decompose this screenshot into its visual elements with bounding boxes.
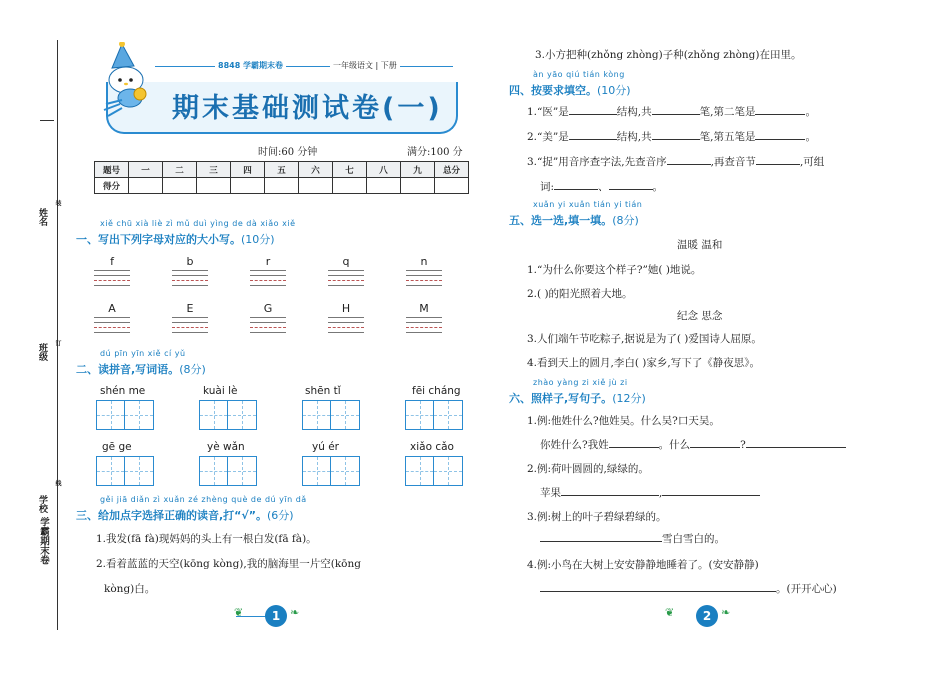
writing-lines[interactable] bbox=[172, 317, 208, 337]
s6-q4-answer: 。(开开心心) bbox=[540, 581, 837, 596]
tianzige-box[interactable] bbox=[405, 456, 463, 486]
score-input-cell[interactable] bbox=[265, 178, 299, 194]
score-input-cell[interactable] bbox=[367, 178, 401, 194]
tianzige-box[interactable] bbox=[96, 400, 154, 430]
header-strip bbox=[155, 66, 453, 67]
score-table bbox=[94, 161, 469, 194]
answer-blank[interactable] bbox=[569, 104, 617, 115]
s2-pinyin: dú pīn yīn xiě cí yǔ bbox=[100, 349, 186, 358]
pinyin-word: kuài lè bbox=[203, 385, 238, 397]
pinyin-word: shēn tǐ bbox=[305, 385, 341, 397]
brand-vertical-label: 学霸期末卷 bbox=[38, 517, 49, 565]
writing-lines[interactable] bbox=[406, 270, 442, 290]
s2-title: 二、读拼音,写词语。(8分) bbox=[76, 363, 206, 376]
letter-lower: b bbox=[186, 255, 194, 268]
s3-pinyin: gěi jiā diǎn zì xuǎn zé zhèng què de dú yīn dǎ bbox=[100, 495, 307, 504]
writing-lines[interactable] bbox=[406, 317, 442, 337]
score-input-cell[interactable] bbox=[435, 178, 469, 194]
score-cell: 得分 bbox=[95, 178, 129, 194]
answer-blank[interactable] bbox=[667, 154, 711, 165]
writing-lines[interactable] bbox=[250, 317, 286, 337]
cut-mark-3: 线 bbox=[54, 480, 61, 486]
score-input-cell[interactable] bbox=[299, 178, 333, 194]
s4-q3: 3.“捉”用音序查字法,先查音序 ,再查音节 ,可组 bbox=[527, 156, 825, 168]
s6-title: 六、照样子,写句子。(12分) bbox=[509, 392, 646, 405]
score-cell: 八 bbox=[367, 162, 401, 178]
answer-blank[interactable] bbox=[569, 129, 617, 140]
score-input-cell[interactable] bbox=[401, 178, 435, 194]
s6-q2-answer: 苹果 , bbox=[540, 485, 760, 500]
s4-q1: 1.“医”是 结构,共 笔,第二笔是 。 bbox=[527, 106, 816, 118]
score-cell: 题号 bbox=[95, 162, 129, 178]
s6-q1-answer: 你姓什么?我姓 。什么 ? bbox=[540, 437, 846, 452]
writing-lines[interactable] bbox=[94, 317, 130, 337]
vine-icon: ❧ bbox=[290, 606, 300, 619]
s3-q3: 3.小方把种(zhǒng zhòng)子种(zhǒng zhòng)在田里。 bbox=[535, 49, 802, 61]
score-cell: 二 bbox=[163, 162, 197, 178]
mascot-icon bbox=[100, 42, 162, 124]
letter-upper: G bbox=[263, 302, 273, 315]
s6-q2: 2.例:荷叶圆圆的,绿绿的。 bbox=[527, 463, 649, 475]
tianzige-box[interactable] bbox=[405, 400, 463, 430]
answer-blank[interactable] bbox=[652, 104, 700, 115]
writing-lines[interactable] bbox=[328, 270, 364, 290]
s5-pinyin: xuǎn yi xuǎn tián yi tián bbox=[533, 200, 643, 209]
answer-blank[interactable] bbox=[540, 531, 662, 542]
score-cell: 五 bbox=[265, 162, 299, 178]
score-table-score-row bbox=[95, 178, 469, 194]
pinyin-word: xiǎo cǎo bbox=[410, 441, 454, 453]
score-table-header-row bbox=[95, 162, 469, 178]
name-underline bbox=[40, 120, 54, 121]
letter-lower: n bbox=[420, 255, 428, 268]
pinyin-word: yè wǎn bbox=[207, 441, 245, 453]
score-input-cell[interactable] bbox=[197, 178, 231, 194]
letter-upper: M bbox=[419, 302, 429, 315]
vine-icon: ❧ bbox=[721, 606, 731, 619]
binding-line bbox=[57, 40, 58, 630]
s1-title: 一、写出下列字母对应的大小写。(10分) bbox=[76, 233, 275, 246]
s6-q1: 1.例:他姓什么?他姓吴。什么吴?口天吴。 bbox=[527, 415, 720, 427]
pinyin-word: fēi cháng bbox=[412, 385, 461, 397]
letter-lower: f bbox=[110, 255, 114, 268]
time-label: 时间:60 分钟 bbox=[258, 147, 318, 158]
s3-q2: 2.看着蓝蓝的天空(kōng kòng),我的脑海里一片空(kōng bbox=[96, 558, 361, 570]
s6-q3: 3.例:树上的叶子碧绿碧绿的。 bbox=[527, 511, 667, 523]
s3-q2-cont: kòng)白。 bbox=[104, 583, 156, 595]
answer-blank[interactable] bbox=[609, 179, 653, 190]
letter-lower: r bbox=[265, 255, 271, 268]
answer-blank[interactable] bbox=[756, 154, 800, 165]
tianzige-box[interactable] bbox=[199, 456, 257, 486]
word-pair: 纪念 思念 bbox=[677, 310, 723, 322]
letter-upper: E bbox=[186, 302, 194, 315]
writing-lines[interactable] bbox=[172, 270, 208, 290]
pinyin-word: gē ge bbox=[102, 441, 132, 453]
tianzige-box[interactable] bbox=[96, 456, 154, 486]
s4-title: 四、按要求填空。(10分) bbox=[509, 84, 631, 97]
score-input-cell[interactable] bbox=[231, 178, 265, 194]
page-title: 期末基础测试卷(一) bbox=[172, 93, 443, 124]
s6-q4: 4.例:小鸟在大树上安安静静地睡着了。(安安静静) bbox=[527, 559, 759, 571]
answer-blank[interactable] bbox=[755, 104, 805, 115]
vine-icon: ❦ bbox=[234, 606, 244, 619]
score-cell: 六 bbox=[299, 162, 333, 178]
full-score-label: 满分:100 分 bbox=[407, 147, 463, 158]
s1-pinyin: xiě chū xià liè zì mǔ duì yìng de dà xiǎo xiě bbox=[100, 219, 296, 228]
cut-mark-2: 订 bbox=[54, 340, 61, 346]
letter-upper: A bbox=[108, 302, 116, 315]
page-number: 1 bbox=[265, 605, 287, 627]
answer-blank[interactable] bbox=[746, 437, 846, 448]
pinyin-word: shén me bbox=[100, 385, 146, 397]
writing-lines[interactable] bbox=[250, 270, 286, 290]
answer-blank[interactable] bbox=[609, 437, 659, 448]
answer-blank[interactable] bbox=[561, 485, 659, 496]
writing-lines[interactable] bbox=[94, 270, 130, 290]
writing-lines[interactable] bbox=[328, 317, 364, 337]
s5-q1: 1.“为什么你要这个样子?”她( )地说。 bbox=[527, 264, 702, 276]
cut-mark-1: 装 bbox=[54, 200, 61, 206]
score-cell: 四 bbox=[231, 162, 265, 178]
s5-q4: 4.看到天上的圆月,李白( )家乡,写下了《静夜思》。 bbox=[527, 357, 760, 369]
answer-blank[interactable] bbox=[690, 437, 740, 448]
answer-blank[interactable] bbox=[540, 581, 776, 592]
score-cell: 总分 bbox=[435, 162, 469, 178]
score-cell: 一 bbox=[129, 162, 163, 178]
brand-label: 8848 学霸期末卷 bbox=[215, 60, 286, 71]
letter-upper: H bbox=[341, 302, 351, 315]
score-input-cell[interactable] bbox=[163, 178, 197, 194]
s4-pinyin: àn yāo qiú tián kòng bbox=[533, 70, 625, 79]
s5-q2: 2.( )的阳光照着大地。 bbox=[527, 288, 633, 300]
pinyin-word: yú ér bbox=[312, 441, 339, 453]
answer-blank[interactable] bbox=[652, 129, 700, 140]
class-label: 班级 bbox=[37, 343, 47, 361]
grade-label: 一年级语文 | 下册 bbox=[330, 60, 400, 71]
score-input-cell[interactable] bbox=[129, 178, 163, 194]
s4-q2: 2.“美”是 结构,共 笔,第五笔是 。 bbox=[527, 131, 816, 143]
score-cell: 七 bbox=[333, 162, 367, 178]
page-number: 2 bbox=[696, 605, 718, 627]
name-label: 姓名 bbox=[37, 208, 47, 226]
score-cell: 三 bbox=[197, 162, 231, 178]
vine-icon: ❦ bbox=[665, 606, 675, 619]
s4-q3-cont: 词: 、 。 bbox=[540, 181, 664, 193]
s5-title: 五、选一选,填一填。(8分) bbox=[509, 214, 639, 227]
tianzige-box[interactable] bbox=[302, 456, 360, 486]
school-label: 学校 bbox=[37, 495, 47, 513]
tianzige-box[interactable] bbox=[302, 400, 360, 430]
s6-pinyin: zhào yàng zi xiě jù zi bbox=[533, 378, 628, 387]
s6-q3-answer: 雪白雪白的。 bbox=[540, 531, 725, 546]
score-input-cell[interactable] bbox=[333, 178, 367, 194]
word-pair: 温暖 温和 bbox=[677, 239, 723, 251]
s3-q1: 1.我发(fā fà)现妈妈的头上有一根白发(fā fà)。 bbox=[96, 533, 317, 545]
answer-blank[interactable] bbox=[554, 179, 598, 190]
s3-title: 三、给加点字选择正确的读音,打“√”。(6分) bbox=[76, 509, 294, 522]
score-cell: 九 bbox=[401, 162, 435, 178]
answer-blank[interactable] bbox=[755, 129, 805, 140]
letter-lower: q bbox=[342, 255, 350, 268]
s5-q3: 3.人们端午节吃粽子,据说是为了( )爱国诗人屈原。 bbox=[527, 333, 762, 345]
tianzige-box[interactable] bbox=[199, 400, 257, 430]
answer-blank[interactable] bbox=[662, 485, 760, 496]
